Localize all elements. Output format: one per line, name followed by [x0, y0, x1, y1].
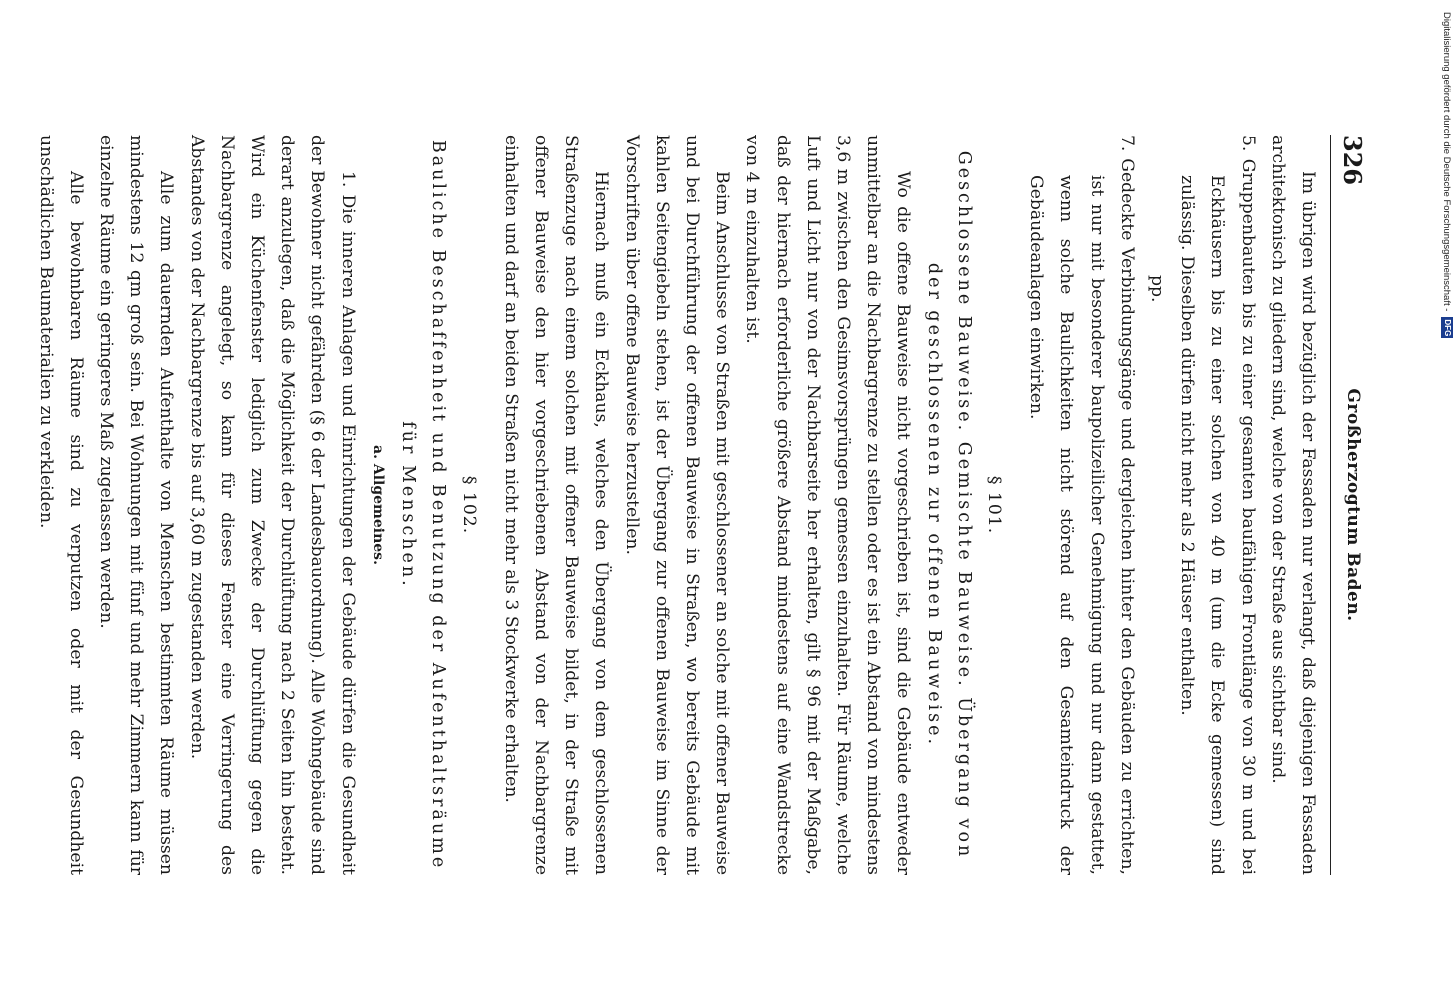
paragraph-facades: Im übrigen wird bezüglich der Fassaden nur verlangt, daß diejenigen Fassaden architektonisch zu gliedern sind, welche von der Straße aus sichtbar sind.: [1267, 135, 1318, 875]
section-102-subheading: a. Allgemeines.: [369, 445, 386, 565]
digitization-credit: [1440, 12, 1454, 972]
page-header: [1330, 135, 1367, 875]
section-102-paragraph-1: 1. Die inneren Anlagen und Einrichtungen der Gebäude dürfen die Gesundheit der Bewohner nicht gefährden (§ 6 der Landesbauordnung). Alle Wohngebäude sind derart anzulegen, daß die Möglichkeit der Durchlüftung nach 2 Seiten hin besteht. Wird ein Küchenfenster lediglich zum Zwecke der Durchlüftung gegen die Nachbargrenze angelegt, so kann für dieses Fenster eine Verringerung des Abstandes von der Nachbargrenze bis auf 3,60 m zugestanden werden.: [186, 135, 358, 875]
omission-mark: pp.: [1146, 275, 1167, 303]
section-102-paragraph-2: Alle zum dauernden Aufenthalte von Menschen bestimmten Räume müssen mindestens 12 qm groß sein. Bei Wohnungen mit fünf und mehr Zimmern kann für einzelne Räume ein geringeres Maß zugelassen werden.: [96, 135, 177, 875]
section-101-number: § 101.: [983, 475, 1004, 535]
page-number: 326: [1338, 135, 1367, 186]
credit-text: Digitalisierung gefördert durch die Deutsche Forschungsgemeinschaft -: [1441, 12, 1453, 312]
section-101-paragraph-3: Hiernach muß ein Eckhaus, welches den Übergang von dem geschlossenen Straßenzuge nach einem solchen mit offener Bauweise bildet, in der Straße mit offener Bauweise den hier vorgeschriebenen Abstand von der Nachbargrenze einhalten und darf an beiden Straßen nicht mehr als 3 Stockwerke erhalten.: [500, 135, 612, 875]
dfg-logo-icon: DFG: [1443, 319, 1452, 337]
paragraph-connecting-passages: 7. Gedeckte Verbindungsgänge und dergleichen hinter den Gebäuden zu errichten, ist nur mit besonderer baupolizeilicher Genehmigung und nur dann gestattet, wenn solche Baulichkeiten nicht störend auf den Gesamteindruck der Gebäudeanlagen einwirken.: [1026, 135, 1137, 875]
section-101-title: Geschlossene Bauweise. Gemischte Bauweise. Übergang von der geschlossenen zur offenen Bauweise.: [923, 150, 974, 860]
page-body: [30, 135, 1323, 875]
paragraph-group-buildings: 5. Gruppenbauten bis zu einer gesamten baufähigen Frontlänge von 30 m und bei Eckhäusern bis zu einer solchen von 40 m (um die Ecke gemessen) sind zulässig. Dieselben dürfen nicht mehr als 2 Häuser enthalten.: [1177, 135, 1258, 875]
section-102-paragraph-3: Alle bewohnbaren Räume sind zu verputzen oder mit der Gesundheit unschädlichen Baumaterialien zu verkleiden.: [35, 135, 86, 875]
section-102-number: § 102.: [458, 475, 479, 535]
section-101-paragraph-1: Wo die offene Bauweise nicht vorgeschrieben ist, sind die Gebäude entweder unmittelbar an die Nachbargrenze zu stellen oder es ist ein Abstand von mindestens 3,6 m zwischen den Gesimsvorsprüngen gemessen einzuhalten. Für Räume, welche Luft und Licht nur von der Nachbarseite her erhalten, gilt § 96 mit der Maßgabe, daß der hiernach erforderliche größere Abstand mindestens auf eine Wandstrecke von 4 m einzuhalten ist.: [742, 135, 914, 875]
running-title: Großherzogtum Baden.: [1343, 388, 1363, 622]
section-102-title: Bauliche Beschaffenheit und Benutzung der Aufenthaltsräume für Menschen.: [398, 139, 449, 871]
section-101-paragraph-2: Beim Anschlusse von Straßen mit geschlossener an solche mit offener Bauweise und bei Durchführung der offenen Bauweise in Straßen, wo bereits Gebäude mit kahlen Seitengiebeln stehen, ist der Übergang zur offenen Bauweise im Sinne der Vorschriften über offene Bauweise herzustellen.: [621, 135, 733, 875]
